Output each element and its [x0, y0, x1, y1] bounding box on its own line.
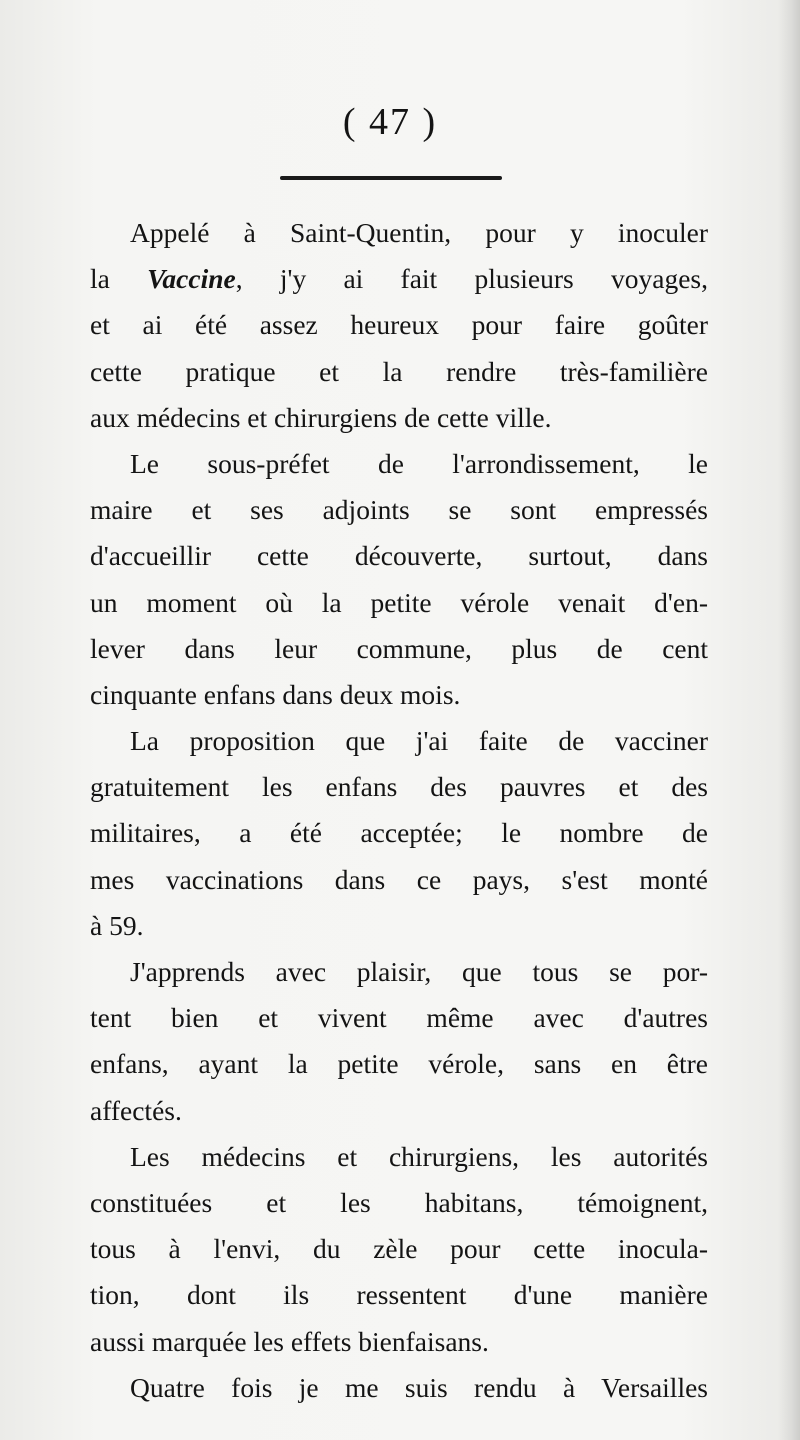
text-line: mes vaccinations dans ce pays, s'est monté — [90, 863, 708, 895]
body-text — [90, 210, 708, 1411]
text-line: aux médecins et chirurgiens de cette ville. — [90, 401, 552, 433]
text-line-prefix: la — [90, 263, 148, 295]
text-line — [90, 256, 708, 302]
text-line: enfans, ayant la petite vérole, sans en être — [90, 1048, 708, 1080]
text-line: tion, dont ils ressentent d'une manière — [90, 1279, 708, 1311]
text-line: d'accueillir cette découverte, surtout, dans — [90, 540, 708, 572]
text-line: aussi marquée les effets bienfaisans. — [90, 1325, 489, 1357]
text-line: à 59. — [90, 909, 144, 941]
text-line: Appelé à Saint-Quentin, pour y inoculer — [130, 217, 708, 248]
text-line: un moment où la petite vérole venait d'en- — [90, 586, 708, 618]
text-line: cinquante enfans dans deux mois. — [90, 678, 461, 710]
text-line: tous à l'envi, du zèle pour cette inocula- — [90, 1233, 708, 1265]
header-rule — [280, 176, 502, 180]
text-line: maire et ses adjoints se sont empressés — [90, 494, 708, 526]
text-line: constituées et les habitans, témoignent, — [90, 1186, 708, 1218]
text-line: et ai été assez heureux pour faire goûter — [90, 309, 708, 341]
text-line: militaires, a été acceptée; le nombre de — [90, 817, 708, 849]
text-line: cette pratique et la rendre très-familière — [90, 355, 708, 387]
text-line: Les médecins et chirurgiens, les autorités — [130, 1140, 708, 1172]
page-number: ( 47 ) — [342, 101, 438, 143]
text-line: La proposition que j'ai faite de vacciner — [130, 725, 708, 757]
text-line: J'apprends avec plaisir, que tous se por- — [130, 956, 708, 987]
emphasized-word: Vaccine — [147, 263, 236, 295]
text-line: Quatre fois je me suis rendu à Versailles — [130, 1371, 708, 1403]
text-line-suffix: , j'y ai fait plusieurs voyages, — [235, 263, 708, 295]
text-line: affectés. — [90, 1094, 182, 1126]
text-line: tent bien et vivent même avec d'autres — [90, 1002, 708, 1034]
text-line: Le sous-préfet de l'arrondissement, le — [130, 447, 708, 479]
page-gutter-shadow — [778, 0, 800, 1440]
text-line: gratuitement les enfans des pauvres et des — [90, 771, 708, 803]
text-line: lever dans leur commune, plus de cent — [90, 632, 708, 664]
